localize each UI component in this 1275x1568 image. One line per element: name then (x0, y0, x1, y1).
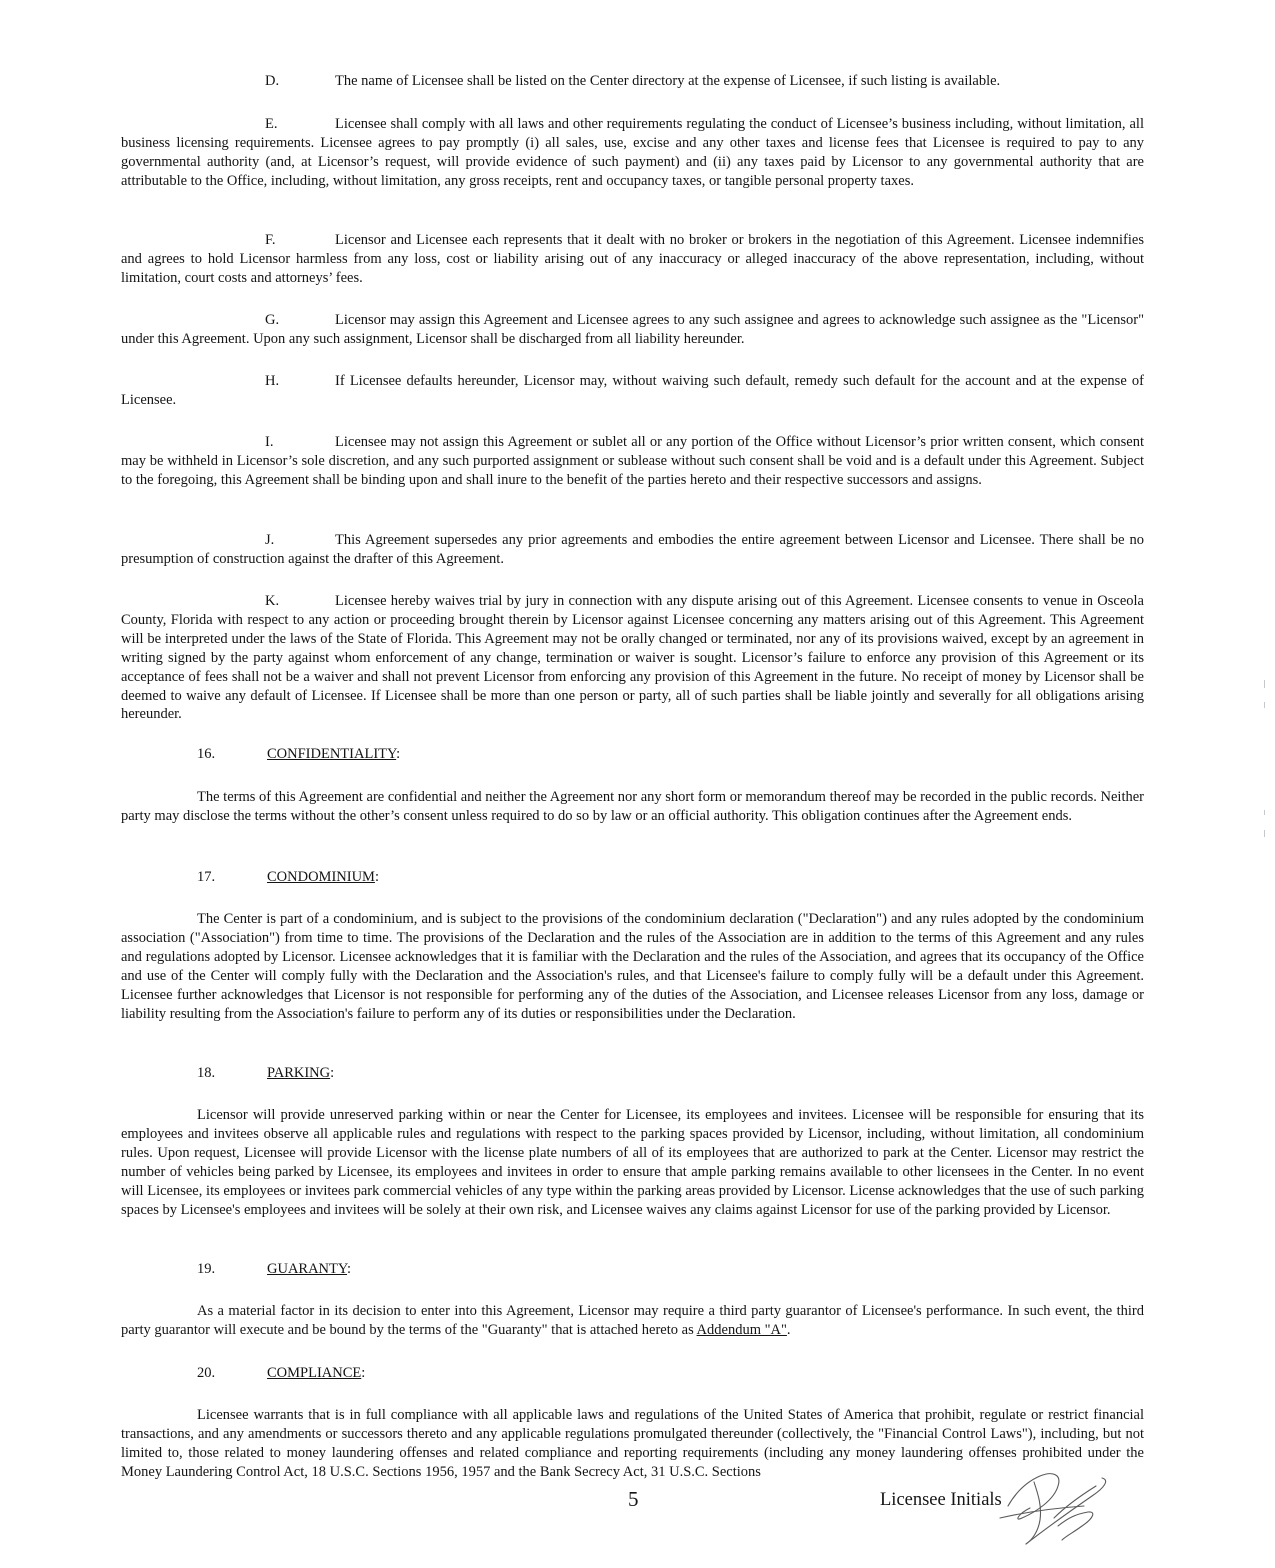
paragraph-text: Licensee hereby waives trial by jury in connection with any dispute arising out of this Agreement. Licensee consents to venue in Osceola County, Florida with respect to any action or proceeding brought therein by Licensor against Licensee concerning any matters arising out of this Agreement. This Agreement will be interpreted under the laws of the State of Florida. This Agreement may not be orally changed or terminated, nor any of its provisions waived, except by an agreement in writing signed by the party against whom enforcement of any change, termination or waiver is sought. Licensor’s failure to enforce any provision of this Agreement or its acceptance of fees shall not be a waiver and shall not prevent Licensor from enforcing any provision of this Agreement in the future. No receipt of money by Licensor shall be deemed to waive any default of Licensee. If Licensee shall be more than one person or party, all of such parties shall be liable jointly and severally for all obligations arising hereunder. (121, 593, 1144, 723)
handwritten-initials-signature (996, 1456, 1116, 1548)
paragraph-j (121, 531, 1144, 569)
section-heading-19 (197, 1260, 351, 1279)
paragraph-letter: F. (265, 232, 276, 248)
licensee-initials-label: Licensee Initials (880, 1490, 1002, 1510)
section-text: Licensor will provide unreserved parking within or near the Center for Licensee, its employees and invitees. Licensee will be responsible for ensuring that its employees and invitees observe all applicable rules and regulations with respect to the parking spaces provided by Licensor, including, without limitation, all condominium rules. Upon request, Licensee will provide Licensor with the license plate numbers of all of its employees that are authorized to park at the Center. Licensor may restrict the number of vehicles being parked by Licensee, its employees and invitees in order to ensure that ample parking remains available to other licensees in the Center. In no event will Licensee, its employees or invitees park commercial vehicles of any type within the parking areas provided by Licensor. License acknowledges that the use of such parking spaces by Licensee's employees and invitees will be solely at their own risk, and Licensee waives any claims against Licensor for use of the parking provided by Licensor. (121, 1107, 1144, 1218)
paragraph-letter: I. (265, 434, 274, 450)
paragraph-f (121, 231, 1144, 288)
section-colon: : (374, 869, 379, 885)
section-text: The terms of this Agreement are confidential and neither the Agreement nor any short form or memorandum thereof may be recorded in the public records. Neither party may disclose the terms without the other’s consent unless required to do so by law or an official authority. This obligation continues after the Agreement ends. (121, 789, 1144, 824)
paragraph-letter: H. (265, 373, 280, 389)
section-body-20 (121, 1406, 1144, 1482)
section-number: 19. (197, 1261, 216, 1277)
paragraph-text: Licensee may not assign this Agreement or sublet all or any portion of the Office without Licensor’s prior written consent, which consent may be withheld in Licensor’s sole discretion, and any such purported assignment or sublease without such consent shall be void and is a default under this Agreement. Subject to the foregoing, this Agreement shall be binding upon and shall inure to the benefit of the parties hereto and their respective successors and assigns. (121, 434, 1144, 488)
scan-artifact-marks (1262, 680, 1268, 840)
paragraph-letter: K. (265, 593, 280, 609)
section-body-19 (121, 1302, 1144, 1340)
paragraph-letter: E. (265, 116, 278, 132)
paragraph-text: Licensor may assign this Agreement and Licensee agrees to any such assignee and agrees to acknowledge such assignee as the "Licensor" under this Agreement. Upon any such assignment, Licensor shall be discharged from all liability hereunder. (121, 312, 1144, 347)
section-heading-17 (197, 868, 379, 887)
addendum-reference: Addendum "A" (696, 1321, 787, 1338)
section-title: CONFIDENTIALITY (267, 746, 397, 762)
section-number: 16. (197, 746, 216, 762)
paragraph-k (121, 592, 1144, 724)
paragraph-g (121, 311, 1144, 349)
paragraph-text: Licensee shall comply with all laws and other requirements regulating the conduct of Licensee’s business including, without limitation, all business licensing requirements. Licensee agrees to pay promptly (i) all sales, use, excise and any other taxes and license fees that Licensee is required to pay to any governmental authority (and, at Licensor’s request, will provide evidence of such payment) and (ii) any taxes paid by Licensor to any governmental authority that are attributable to the Office, including, without limitation, any gross receipts, rent and occupancy taxes, or tangible personal property taxes. (121, 116, 1144, 189)
section-text: The Center is part of a condominium, and is subject to the provisions of the condominium declaration ("Declaration") and any rules adopted by the condominium association ("Association") from time to time. The provisions of the Declaration and the rules of the Association are in addition to the terms of this Agreement and any rules and regulations adopted by Licensor. Licensee acknowledges that it is familiar with the Declaration and the rules of the Association, and agrees that its occupancy of the Office and use of the Center will comply fully with the Declaration and the Association's rules, and that Licensee's failure to comply fully will be a default under this Agreement. Licensee further acknowledges that Licensor is not responsible for performing any of the duties of the Association, and Licensee releases Licensor from any loss, damage or liability resulting from the Association's failure to perform any of its duties or responsibilities under the Declaration. (121, 911, 1144, 1022)
section-colon: : (330, 1065, 335, 1081)
paragraph-text: This Agreement supersedes any prior agreements and embodies the entire agreement between Licensor and Licensee. There shall be no presumption of construction against the drafter of this Agreement. (121, 532, 1144, 567)
section-colon: : (396, 746, 401, 762)
paragraph-h (121, 372, 1144, 410)
section-title: COMPLIANCE (267, 1365, 362, 1381)
section-text: Licensee warrants that is in full compliance with all applicable laws and regulations of the United States of America that prohibit, regulate or restrict financial transactions, and any amendments or successors thereto and any applicable regulations promulgated thereunder (collectively, the "Financial Control Laws"), including, but not limited to, those related to money laundering offenses and related compliance and reporting requirements (including any money laundering offenses prohibited under the Money Laundering Control Act, 18 U.S.C. Sections 1956, 1957 and the Bank Secrecy Act, 31 U.S.C. Sections (121, 1407, 1144, 1480)
paragraph-letter: G. (265, 312, 280, 328)
section-text-end: . (786, 1321, 791, 1338)
paragraph-letter: D. (265, 73, 280, 89)
section-title: PARKING (267, 1065, 331, 1081)
section-title: GUARANTY (267, 1261, 348, 1277)
section-body-16 (121, 788, 1144, 826)
section-number: 18. (197, 1065, 216, 1081)
section-title: CONDOMINIUM (267, 869, 375, 885)
paragraph-i (121, 433, 1144, 490)
section-text: As a material factor in its decision to enter into this Agreement, Licensor may require a third party guarantor of Licensee's performance. In such event, the third party guarantor will execute and be bound by the terms of the "Guaranty" that is attached hereto as (121, 1303, 1144, 1338)
section-body-17 (121, 910, 1144, 1023)
paragraph-text: If Licensee defaults hereunder, Licensor may, without waiving such default, remedy such default for the account and at the expense of Licensee. (121, 373, 1144, 408)
section-heading-20 (197, 1364, 365, 1383)
page-number: 5 (628, 1487, 639, 1511)
paragraph-text: The name of Licensee shall be listed on the Center directory at the expense of Licensee, if such listing is available. (335, 73, 1001, 89)
section-number: 17. (197, 869, 216, 885)
section-heading-16 (197, 745, 400, 764)
paragraph-d (121, 72, 1144, 91)
section-body-18 (121, 1106, 1144, 1219)
section-number: 20. (197, 1365, 216, 1381)
section-heading-18 (197, 1064, 334, 1083)
paragraph-letter: J. (265, 532, 275, 548)
section-colon: : (361, 1365, 366, 1381)
section-colon: : (347, 1261, 352, 1277)
paragraph-e (121, 115, 1144, 191)
paragraph-text: Licensor and Licensee each represents that it dealt with no broker or brokers in the negotiation of this Agreement. Licensee indemnifies and agrees to hold Licensor harmless from any loss, cost or liability arising out of any inaccuracy or alleged inaccuracy of the above representation, including, without limitation, court costs and attorneys’ fees. (121, 232, 1144, 286)
